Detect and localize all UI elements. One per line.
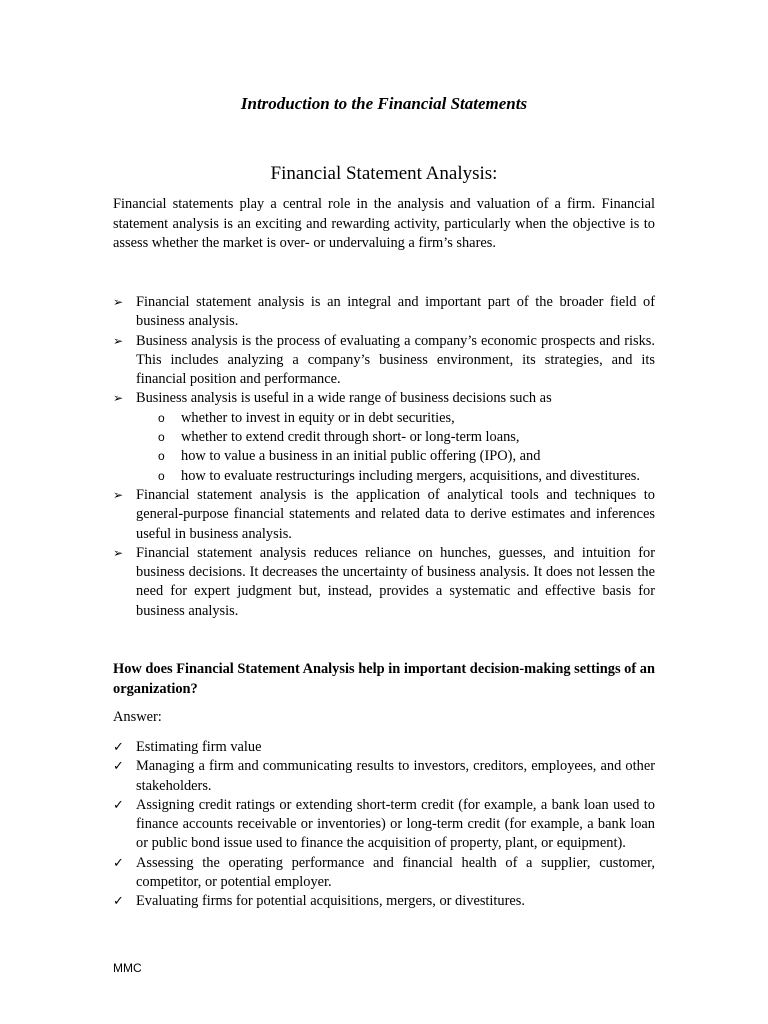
sub-item-text: how to evaluate restructurings including mergers, acquisitions, and divestitures.: [181, 467, 640, 484]
arrow-bullet-icon: ➢: [113, 545, 124, 560]
circle-bullet-icon: o: [158, 468, 165, 483]
bullet-item: [113, 332, 655, 390]
answer-item: [113, 892, 655, 911]
sub-item-text: whether to extend credit through short- or long-term loans,: [181, 429, 520, 446]
arrow-bullet-icon: ➢: [113, 487, 124, 502]
checkmark-icon: ✓: [113, 855, 124, 871]
bullet-text: Financial statement analysis is the application of analytical tools and techniques to general-purpose financial statements and related data to derive estimates and inferences useful in business analysis.: [136, 486, 655, 542]
decision-sub-list: [136, 409, 655, 486]
answer-text: Managing a firm and communicating results to investors, creditors, employees, and other stakeholders.: [136, 758, 655, 794]
bullet-text: Business analysis is the process of evaluating a company’s economic prospects and risks. This includes analyzing a company’s business environment, its strategies, and its financial position and performance.: [136, 332, 655, 388]
document-title: Introduction to the Financial Statements: [240, 94, 528, 113]
circle-bullet-icon: o: [158, 430, 165, 445]
answer-item: [113, 757, 655, 796]
sub-item-text: whether to invest in equity or in debt securities,: [181, 409, 455, 426]
sub-item: [136, 428, 655, 447]
arrow-bullet-icon: ➢: [113, 391, 124, 406]
sub-item-text: how to value a business in an initial public offering (IPO), and: [181, 448, 541, 465]
answer-label: Answer:: [113, 709, 162, 725]
answer-item: [113, 738, 655, 757]
intro-paragraph: Financial statements play a central role in the analysis and valuation of a firm. Financial statement analysis is an exciting and rewarding activity, particularly when the objective is to assess whether the market is over- or undervaluing a firm’s shares.: [113, 196, 655, 251]
checkmark-icon: ✓: [113, 894, 124, 910]
bullet-item: [113, 389, 655, 485]
checkmark-icon: ✓: [113, 759, 124, 775]
analysis-bullet-list: [113, 293, 655, 621]
arrow-bullet-icon: ➢: [113, 333, 124, 348]
answer-check-list: [113, 738, 655, 912]
sub-item: [136, 467, 655, 486]
page-footer: MMC: [113, 961, 142, 975]
bullet-text: Business analysis is useful in a wide range of business decisions such as: [136, 390, 552, 407]
circle-bullet-icon: o: [158, 449, 165, 464]
question-heading: How does Financial Statement Analysis help in important decision-making settings of an organization?: [113, 661, 655, 697]
bullet-text: Financial statement analysis is an integral and important part of the broader field of business analysis.: [136, 294, 655, 330]
answer-text: Assessing the operating performance and financial health of a supplier, customer, competitor, or potential employer.: [136, 854, 655, 891]
answer-item: [113, 854, 655, 893]
bullet-item: [113, 544, 655, 621]
circle-bullet-icon: o: [158, 410, 165, 425]
answer-text: Assigning credit ratings or extending short-term credit (for example, a bank loan used to finance accounts receivable or inventories) or long-term credit (for example, a bank loan or public bond issue used to finance the acquisition of property, plant, or equipment).: [136, 796, 655, 852]
bullet-item: [113, 293, 655, 332]
arrow-bullet-icon: ➢: [113, 295, 124, 309]
answer-item: [113, 796, 655, 854]
answer-text: Estimating firm value: [136, 739, 262, 755]
sub-item: [136, 447, 655, 466]
checkmark-icon: ✓: [113, 740, 124, 755]
checkmark-icon: ✓: [113, 797, 124, 813]
answer-text: Evaluating firms for potential acquisitions, mergers, or divestitures.: [136, 893, 525, 910]
sub-item: [136, 409, 655, 428]
bullet-item: [113, 486, 655, 544]
section-title: Financial Statement Analysis:: [270, 163, 498, 184]
bullet-text: Financial statement analysis reduces reliance on hunches, guesses, and intuition for business decisions. It decreases the uncertainty of business analysis. It does not lessen the need for expert judgment but, instead, provides a systematic and effective basis for business analysis.: [136, 544, 655, 619]
